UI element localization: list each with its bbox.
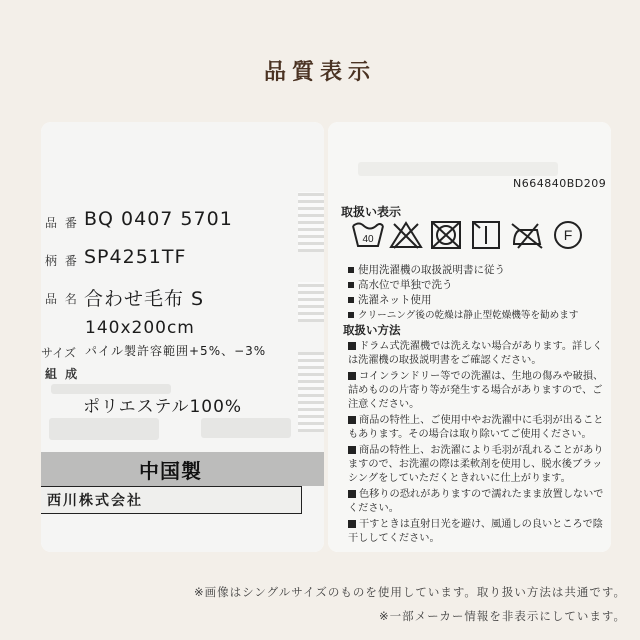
maker-box xyxy=(41,486,302,514)
method-text: ドラム式洗濯機では洗えない場合があります。詳しくは洗濯機の取扱説明書をご確認ください。 xyxy=(348,341,603,366)
instruction-text: 洗濯ネット使用 xyxy=(358,294,432,306)
method-text: コインランドリー等での洗濯は、生地の傷みや破損、詰めものの片寄り等が発生する場合がありますので、ご注意ください。 xyxy=(348,371,604,410)
product-number-key: 品 番 xyxy=(45,216,79,230)
size-tolerance: パイル製許容範囲+5%、−3% xyxy=(85,344,267,358)
method-text: 商品の特性上、ご使用中やお洗濯中に毛羽が出ることもあります。その場合は取り除いてご使用ください。 xyxy=(348,415,604,440)
product-name-row xyxy=(41,284,324,314)
instruction-text: クリーニング後の乾燥は静止型乾燥機等を勧めます xyxy=(358,310,579,321)
method-title: 取扱い方法 xyxy=(343,323,401,337)
method-item xyxy=(348,340,610,368)
method-item xyxy=(348,414,610,442)
maker-name: 西川株式会社 xyxy=(47,493,143,509)
care-symbols xyxy=(350,218,610,254)
quality-label-panel xyxy=(41,122,324,552)
no-bleach-icon xyxy=(388,218,424,252)
size-key: サイズ xyxy=(41,346,77,360)
product-name-value: 合わせ毛布 S xyxy=(84,288,205,310)
pattern-number-value: SP4251TF xyxy=(84,246,187,268)
product-number-row xyxy=(41,208,324,238)
country-of-origin: 中国製 xyxy=(139,459,202,483)
method-item xyxy=(348,370,610,412)
product-number-value: BQ 0407 5701 xyxy=(84,208,233,230)
method-item xyxy=(348,444,610,486)
method-item xyxy=(348,518,610,546)
product-name-key: 品 名 xyxy=(45,292,79,306)
handling-title: 取扱い表示 xyxy=(341,205,402,219)
pattern-number-key: 柄 番 xyxy=(45,254,79,268)
tag-code: N664840BD209 xyxy=(513,177,607,190)
size-value: 140x200cm xyxy=(85,318,195,338)
instruction-line xyxy=(348,277,453,292)
method-text: 色移りの恐れがありますので濡れたまま放置しないでください。 xyxy=(348,489,604,514)
instruction-line xyxy=(348,262,505,277)
faded-print xyxy=(358,162,558,176)
iron-low-icon xyxy=(508,218,544,252)
no-tumble-dry-icon xyxy=(428,218,464,252)
dry-clean-f-icon xyxy=(550,218,586,252)
dry-clean-letter: F xyxy=(563,227,573,243)
instruction-line xyxy=(348,307,578,321)
composition-key: 組 成 xyxy=(45,367,80,381)
method-text: 干すときは直射日光を避け、風通しの良いところで陰干ししてください。 xyxy=(348,519,603,544)
wash-40-icon xyxy=(350,218,386,252)
pattern-number-row xyxy=(41,246,324,276)
care-tag-photo xyxy=(328,122,611,552)
page-title: 品質表示 xyxy=(263,60,376,85)
instruction-text: 高水位で単独で洗う xyxy=(358,279,453,291)
product-tag-photo xyxy=(41,122,324,552)
line-dry-icon xyxy=(468,218,504,252)
composition-value: ポリエステル100% xyxy=(83,397,243,417)
footnote: ※一部メーカー情報を非表示にしています。 xyxy=(379,609,626,623)
method-text: 商品の特性上、お洗濯により毛羽が乱れることがありますので、お洗濯の際は柔軟剤を使用し、脱水後ブラッシングをしていただくときれいに仕上がります。 xyxy=(348,445,604,484)
footnote: ※画像はシングルサイズのものを使用しています。取り扱い方法は共通です。 xyxy=(193,585,626,599)
method-item xyxy=(348,488,610,516)
composition-value-row xyxy=(41,392,324,422)
instruction-text: 使用洗濯機の取扱説明書に従う xyxy=(358,264,505,276)
wash-temp: 40 xyxy=(362,234,374,245)
care-label-panel xyxy=(328,122,611,552)
instruction-line xyxy=(348,292,432,307)
